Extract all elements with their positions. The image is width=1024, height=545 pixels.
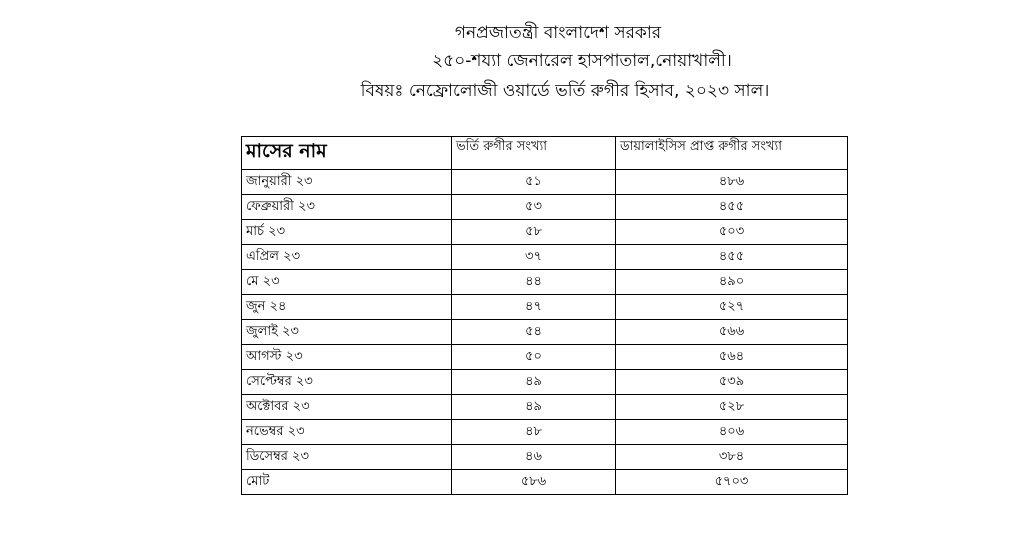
dialysis-count-cell: ৪৫৫ (616, 195, 848, 220)
month-cell: মার্চ ২৩ (242, 220, 452, 245)
month-cell: মোট (242, 470, 452, 495)
dialysis-count-cell: ৫০৩ (616, 220, 848, 245)
month-cell: সেপ্টেম্বর ২৩ (242, 370, 452, 395)
month-cell: মে ২৩ (242, 270, 452, 295)
table-row (242, 295, 848, 320)
patient-report-table (241, 136, 848, 495)
month-cell: ফেব্রুয়ারী ২৩ (242, 195, 452, 220)
admitted-count-cell: ৫৮৬ (452, 470, 616, 495)
table-row (242, 270, 848, 295)
month-cell: জুলাই ২৩ (242, 320, 452, 345)
admitted-count-cell: ৪৯ (452, 370, 616, 395)
admitted-count-cell: ৫৩ (452, 195, 616, 220)
table-row (242, 445, 848, 470)
month-cell: অক্টোবর ২৩ (242, 395, 452, 420)
dialysis-count-cell: ৪৫৫ (616, 245, 848, 270)
month-cell: এপ্রিল ২৩ (242, 245, 452, 270)
table-header-row (242, 137, 848, 170)
column-header-dialysis: ডায়ালাইসিস প্রাপ্ত রুগীর সংখ্যা (616, 137, 848, 170)
table-row (242, 170, 848, 195)
table-row (242, 370, 848, 395)
admitted-count-cell: ৪৪ (452, 270, 616, 295)
column-header-month: মাসের নাম (242, 137, 452, 170)
admitted-count-cell: ৫০ (452, 345, 616, 370)
table-row (242, 420, 848, 445)
report-subject: বিষয়ঃ নেফ্রোলোজী ওয়ার্ডে ভর্তি রুগীর হিসাব, ২০২৩ সাল। (360, 81, 770, 101)
admitted-count-cell: ৪৭ (452, 295, 616, 320)
government-title: গনপ্রজাতন্ত্রী বাংলাদেশ সরকার (454, 23, 662, 43)
table-row (242, 195, 848, 220)
month-cell: জুন ২৪ (242, 295, 452, 320)
dialysis-count-cell: ৪৮৬ (616, 170, 848, 195)
admitted-count-cell: ৩৭ (452, 245, 616, 270)
month-cell: জানুয়ারী ২৩ (242, 170, 452, 195)
admitted-count-cell: ৫১ (452, 170, 616, 195)
table-row (242, 245, 848, 270)
dialysis-count-cell: ৫২৭ (616, 295, 848, 320)
table-body (242, 170, 848, 495)
hospital-name: ২৫০-শয্যা জেনারেল হাসপাতাল,নোয়াখালী। (432, 51, 732, 71)
month-cell: নভেম্বর ২৩ (242, 420, 452, 445)
dialysis-count-cell: ৪০৬ (616, 420, 848, 445)
column-header-admitted: ভর্তি রুগীর সংখ্যা (452, 137, 616, 170)
admitted-count-cell: ৪৯ (452, 395, 616, 420)
dialysis-count-cell: ৫৬৪ (616, 345, 848, 370)
dialysis-count-cell: ৪৯০ (616, 270, 848, 295)
table-row (242, 345, 848, 370)
dialysis-count-cell: ৫৭০৩ (616, 470, 848, 495)
total-row (242, 470, 848, 495)
dialysis-count-cell: ৫৬৬ (616, 320, 848, 345)
dialysis-count-cell: ৫২৮ (616, 395, 848, 420)
admitted-count-cell: ৪৬ (452, 445, 616, 470)
admitted-count-cell: ৪৮ (452, 420, 616, 445)
table-row (242, 320, 848, 345)
table-row (242, 220, 848, 245)
dialysis-count-cell: ৫৩৯ (616, 370, 848, 395)
admitted-count-cell: ৫৪ (452, 320, 616, 345)
dialysis-count-cell: ৩৮৪ (616, 445, 848, 470)
admitted-count-cell: ৫৮ (452, 220, 616, 245)
table-row (242, 395, 848, 420)
month-cell: ডিসেম্বর ২৩ (242, 445, 452, 470)
month-cell: আগস্ট ২৩ (242, 345, 452, 370)
